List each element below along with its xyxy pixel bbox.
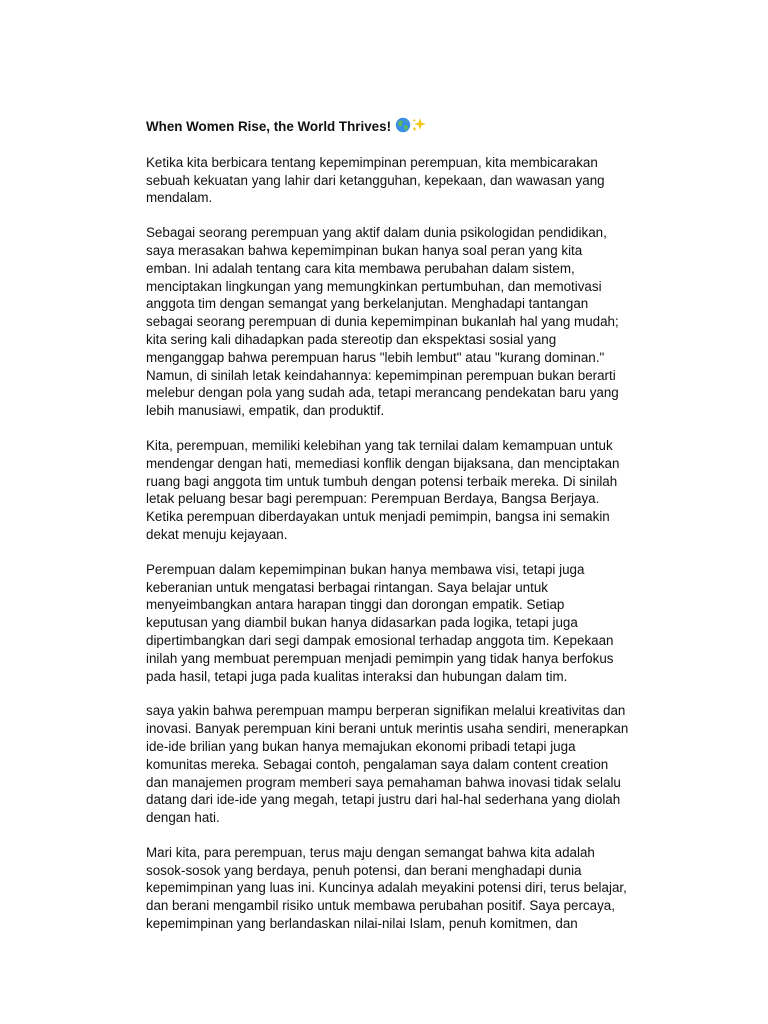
paragraph-line: dekat menuju kejayaan. xyxy=(146,526,288,542)
paragraph-line: menganggap bahwa perempuan harus "lebih lembut" atau "kurang dominan." xyxy=(146,349,605,365)
sparkles-icon xyxy=(411,117,427,138)
paragraph-line: menciptakan lingkungan yang memungkinkan pertumbuhan, dan memotivasi xyxy=(146,278,602,294)
document-title xyxy=(146,117,666,138)
paragraph-line: inilah yang membuat perempuan menjadi pemimpin yang tidak hanya berfokus xyxy=(146,650,614,666)
paragraph-line: sebuah kekuatan yang lahir dari ketangguhan, kepekaan, dan wawasan yang xyxy=(146,172,605,188)
paragraph-line: menyeimbangkan antara harapan tinggi dan dorongan empatik. Setiap xyxy=(146,597,565,613)
paragraph-line: mendalam. xyxy=(146,190,213,206)
globe-icon xyxy=(395,117,411,138)
paragraph-line: lebih manusiawi, empatik, dan produktif. xyxy=(146,403,385,419)
paragraph-4 xyxy=(146,561,666,686)
paragraph-line: Sebagai seorang perempuan yang aktif dalam dunia psikologidan pendidikan, xyxy=(146,225,607,241)
paragraph-line: anggota tim dengan semangat yang berkelanjutan. Menghadapi tantangan xyxy=(146,296,589,312)
paragraph-6 xyxy=(146,844,666,933)
paragraph-line: dan manajemen program memberi saya pemahaman bahwa inovasi tidak selalu xyxy=(146,774,621,790)
paragraph-line: dan berani mengambil risiko untuk membawa perubahan positif. Saya percaya, xyxy=(146,898,615,914)
paragraph-2 xyxy=(146,224,666,420)
paragraph-line: dipertimbangkan dari segi dampak emosional terhadap anggota tim. Kepekaan xyxy=(146,632,614,648)
paragraph-line: pada hasil, tetapi juga pada kualitas interaksi dan hubungan dalam tim. xyxy=(146,668,568,684)
paragraph-line: ide-ide brilian yang bukan hanya memajukan ekonomi pribadi tetapi juga xyxy=(146,738,576,754)
paragraph-line: keberanian untuk mengatasi berbagai rintangan. Saya belajar untuk xyxy=(146,579,548,595)
document-page xyxy=(146,117,666,950)
paragraph-line: sebagai seorang perempuan di dunia kepemimpinan bukanlah hal yang mudah; xyxy=(146,314,619,330)
paragraph-line: emban. Ini adalah tentang cara kita membawa perubahan dalam sistem, xyxy=(146,260,575,276)
paragraph-line: kepemimpinan yang berlandaskan nilai-nilai Islam, penuh komitmen, dan xyxy=(146,916,578,932)
paragraph-line: saya yakin bahwa perempuan mampu berperan signifikan melalui kreativitas dan xyxy=(146,703,626,719)
paragraph-line: Ketika perempuan diberdayakan untuk menjadi pemimpin, bangsa ini semakin xyxy=(146,509,610,525)
paragraph-line: dengan hati. xyxy=(146,810,220,826)
paragraph-line: Namun, di sinilah letak keindahannya: kepemimpinan perempuan bukan berarti xyxy=(146,367,616,383)
paragraph-line: mendengar dengan hati, memediasi konflik dengan bijaksana, dan menciptakan xyxy=(146,455,620,471)
paragraph-line: Perempuan dalam kepemimpinan bukan hanya membawa visi, tetapi juga xyxy=(146,561,585,577)
paragraph-line: komunitas mereka. Sebagai contoh, pengalaman saya dalam content creation xyxy=(146,756,609,772)
paragraph-5 xyxy=(146,702,666,827)
paragraph-line: ruang bagi anggota tim untuk tumbuh dengan potensi terbaik mereka. Di sinilah xyxy=(146,473,618,489)
title-text: When Women Rise, the World Thrives! xyxy=(146,119,392,134)
paragraph-line: datang dari ide-ide yang megah, tetapi justru dari hal-hal sederhana yang diolah xyxy=(146,792,621,808)
paragraph-line: kita sering kali dihadapkan pada stereotip dan ekspektasi sosial yang xyxy=(146,331,557,347)
paragraph-line: inovasi. Banyak perempuan kini berani untuk merintis usaha sendiri, menerapkan xyxy=(146,721,629,737)
paragraph-line: letak peluang besar bagi perempuan: Perempuan Berdaya, Bangsa Berjaya. xyxy=(146,491,600,507)
paragraph-line: sosok-sosok yang berdaya, penuh potensi, dan berani menghadapi dunia xyxy=(146,862,582,878)
paragraph-line: saya merasakan bahwa kepemimpinan bukan hanya soal peran yang kita xyxy=(146,242,583,258)
paragraph-line: melebur dengan pola yang sudah ada, tetapi merancang pendekatan baru yang xyxy=(146,385,619,401)
paragraph-line: keputusan yang diambil bukan hanya didasarkan pada logika, tetapi juga xyxy=(146,615,578,631)
paragraph-3 xyxy=(146,437,666,544)
paragraph-1 xyxy=(146,154,666,207)
paragraph-line: Ketika kita berbicara tentang kepemimpinan perempuan, kita membicarakan xyxy=(146,154,598,170)
paragraph-line: Kita, perempuan, memiliki kelebihan yang tak ternilai dalam kemampuan untuk xyxy=(146,437,613,453)
paragraph-line: Mari kita, para perempuan, terus maju dengan semangat bahwa kita adalah xyxy=(146,844,595,860)
paragraph-line: kepemimpinan yang luas ini. Kuncinya adalah meyakini potensi diri, terus belajar, xyxy=(146,880,627,896)
